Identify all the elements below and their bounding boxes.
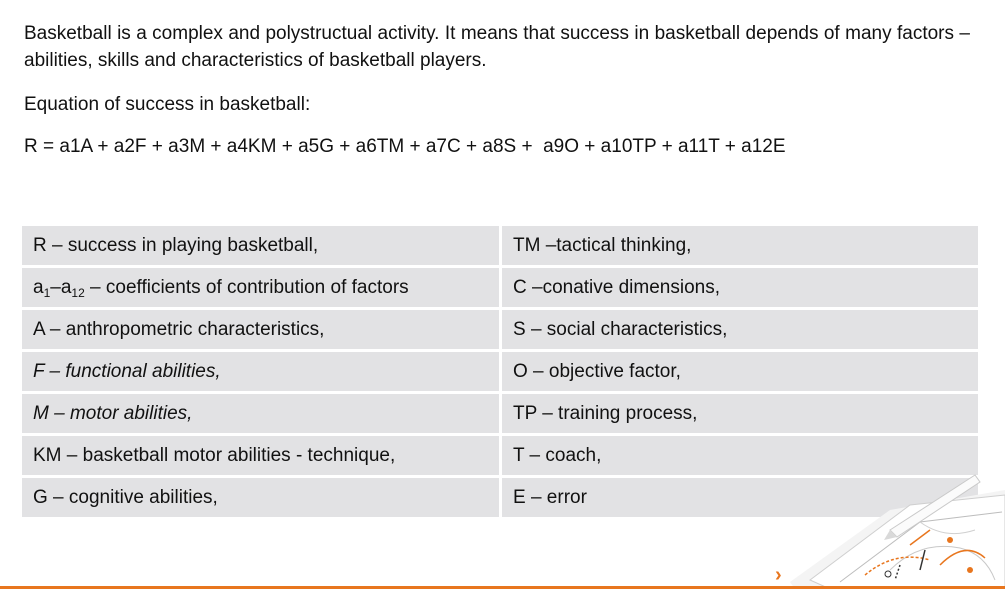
table-row	[22, 394, 978, 433]
table-cell-left: R – success in playing basketball,	[22, 226, 499, 265]
table-cell-right: TM –tactical thinking,	[502, 226, 978, 265]
orange-arrow-icon: ›	[775, 564, 782, 586]
table-row	[22, 226, 978, 265]
table-cell-right: O – objective factor,	[502, 352, 978, 391]
table-cell-right: E – error	[502, 478, 978, 517]
table-cell-left: KM – basketball motor abilities - technique,	[22, 436, 499, 475]
basketball-tactics-board-illustration	[770, 470, 1005, 589]
table-row	[22, 352, 978, 391]
table-cell-left: A – anthropometric characteristics,	[22, 310, 499, 349]
tactics-board-icon	[810, 495, 1005, 589]
table-cell-right: C –conative dimensions,	[502, 268, 978, 307]
table-row	[22, 268, 978, 307]
coef-subscript-12: 12	[71, 285, 85, 300]
table-cell-left: G – cognitive abilities,	[22, 478, 499, 517]
table-cell-left: F – functional abilities,	[22, 352, 499, 391]
equation-title: Equation of success in basketball:	[24, 94, 311, 115]
coef-subscript-1: 1	[43, 285, 51, 300]
table-cell-right: TP – training process,	[502, 394, 978, 433]
intro-paragraph: Basketball is a complex and polystructual activity. It means that success in basketball depends of many factors – abilities, skills and characteristics of basketball players.	[24, 23, 970, 71]
coef-description: – coefficients of contribution of factors	[84, 276, 409, 298]
coef-a-start: a	[33, 276, 44, 298]
coef-dash: –a	[50, 276, 72, 298]
table-cell-right: T – coach,	[502, 436, 978, 475]
table-row	[22, 310, 978, 349]
success-equation: R = a1A + a2F + a3M + a4KM + a5G + a6TM + a7C + a8S + a9O + a10TP + a11T + a12E	[24, 136, 786, 157]
table-cell-left: M – motor abilities,	[22, 394, 499, 433]
table-cell-right: S – social characteristics,	[502, 310, 978, 349]
table-cell-left	[22, 268, 499, 307]
